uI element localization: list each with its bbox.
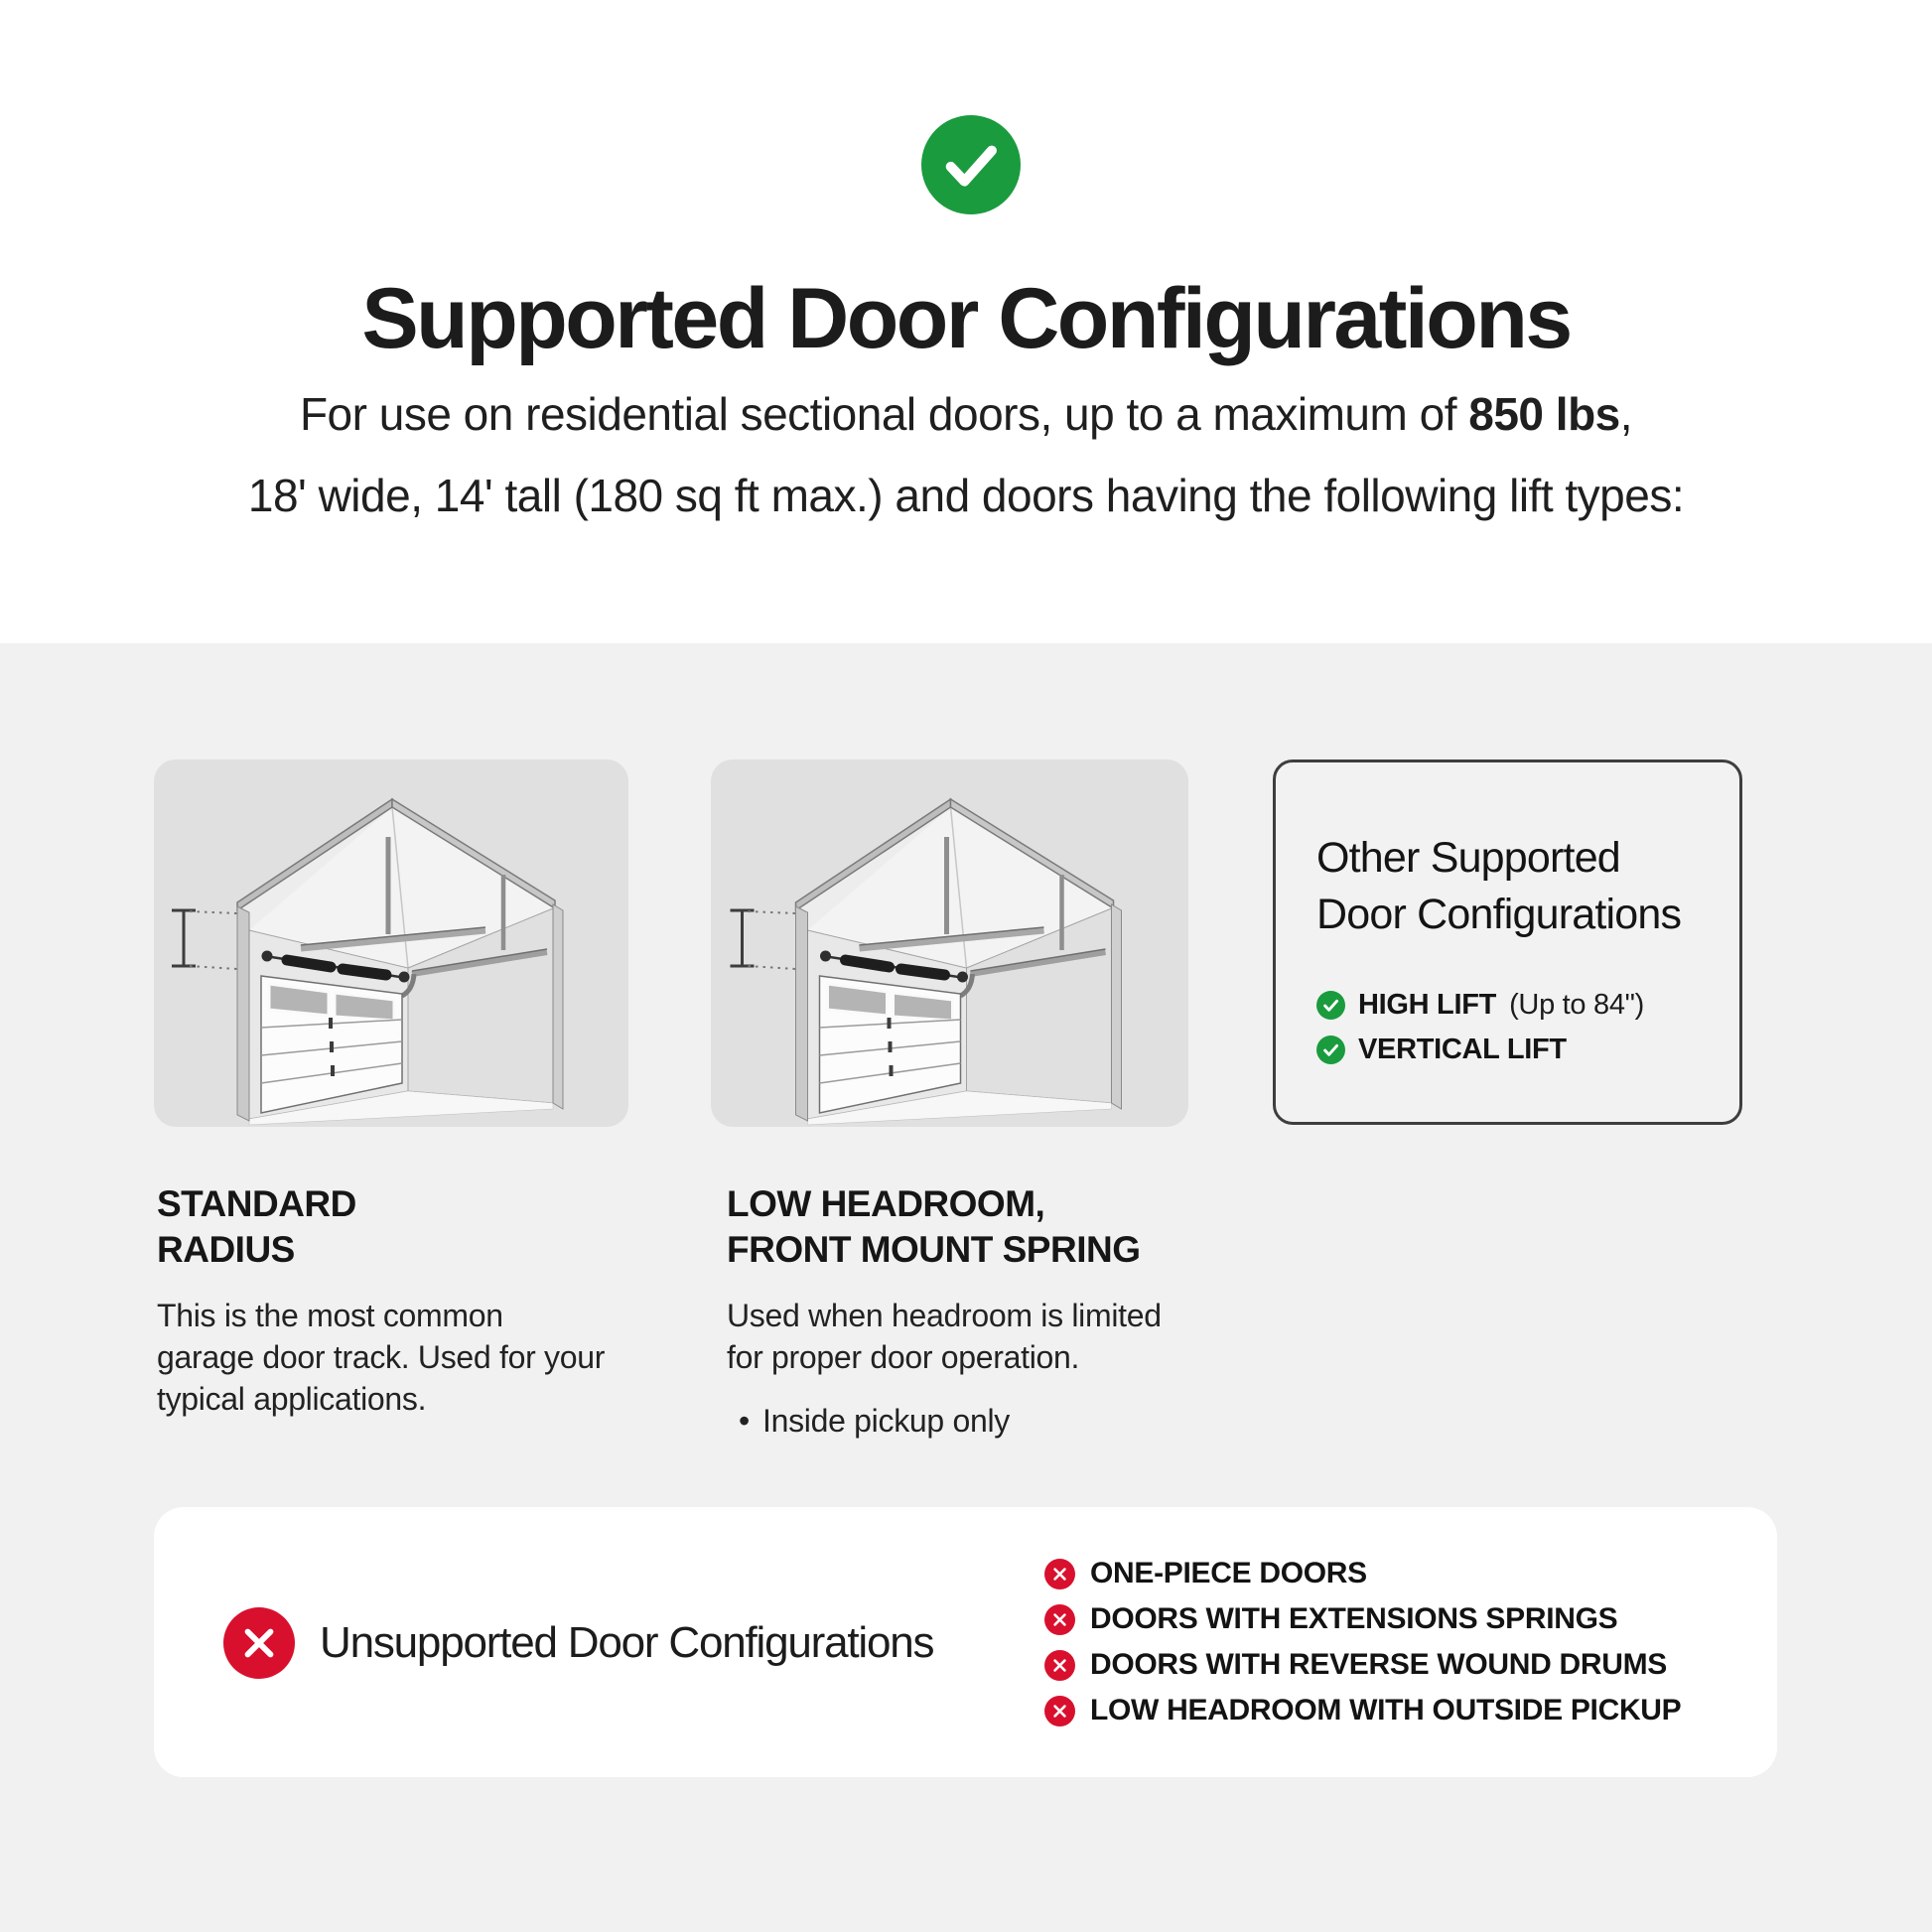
x-icon <box>1044 1650 1075 1681</box>
list-item <box>1316 1028 1644 1072</box>
low-headroom-card <box>711 759 1188 1127</box>
config-description: Used when headroom is limited for proper door operation. <box>727 1298 1162 1375</box>
subtitle-line-2: 18' wide, 14' tall (180 sq ft max.) and doors having the following lift types: <box>247 470 1685 521</box>
standard-radius-text <box>157 1181 623 1420</box>
unsupported-label: DOORS WITH EXTENSIONS SPRINGS <box>1090 1602 1618 1635</box>
unsupported-panel <box>154 1507 1777 1777</box>
low-headroom-text <box>727 1181 1213 1442</box>
lift-type-note: (Up to 84") <box>1509 989 1644 1021</box>
subtitle-line-1: For use on residential sectional doors, up to a maximum of 850 lbs, <box>299 388 1633 440</box>
other-supported-panel <box>1273 759 1742 1125</box>
unsupported-x-icon <box>223 1607 295 1679</box>
supported-check-icon <box>921 115 1021 214</box>
garage-illustration-standard-radius <box>154 759 628 1127</box>
config-title: STANDARD RADIUS <box>157 1183 356 1270</box>
x-icon <box>1044 1604 1075 1635</box>
list-item <box>1316 983 1644 1028</box>
check-icon <box>1316 1035 1345 1064</box>
list-item <box>1044 1551 1681 1596</box>
list-item <box>1044 1688 1681 1733</box>
lift-type-label: VERTICAL LIFT <box>1358 1034 1567 1065</box>
other-supported-list <box>1316 983 1644 1072</box>
config-description: This is the most common garage door track. Used for your typical applications. <box>157 1298 606 1417</box>
unsupported-label: DOORS WITH REVERSE WOUND DRUMS <box>1090 1648 1668 1681</box>
check-icon <box>1316 991 1345 1020</box>
standard-radius-card <box>154 759 628 1127</box>
list-item <box>1044 1596 1681 1642</box>
page-title: Supported Door Configurations <box>361 271 1571 366</box>
x-icon <box>1044 1696 1075 1726</box>
unsupported-list <box>1044 1551 1681 1733</box>
page-subtitle <box>0 373 1932 536</box>
garage-illustration-low-headroom <box>711 759 1188 1127</box>
lift-type-label: HIGH LIFT <box>1358 989 1497 1021</box>
unsupported-label: LOW HEADROOM WITH OUTSIDE PICKUP <box>1090 1694 1682 1726</box>
unsupported-label: ONE-PIECE DOORS <box>1090 1557 1367 1589</box>
x-icon <box>1044 1559 1075 1589</box>
subtitle-weight-limit: 850 lbs <box>1468 388 1620 440</box>
config-title: LOW HEADROOM, FRONT MOUNT SPRING <box>727 1183 1141 1270</box>
list-item <box>1044 1642 1681 1688</box>
config-bullet-note: • Inside pickup only <box>727 1400 1213 1442</box>
other-supported-title: Other Supported Door Configurations <box>1316 834 1682 938</box>
unsupported-header <box>223 1606 933 1680</box>
unsupported-title: Unsupported Door Configurations <box>320 1618 934 1667</box>
